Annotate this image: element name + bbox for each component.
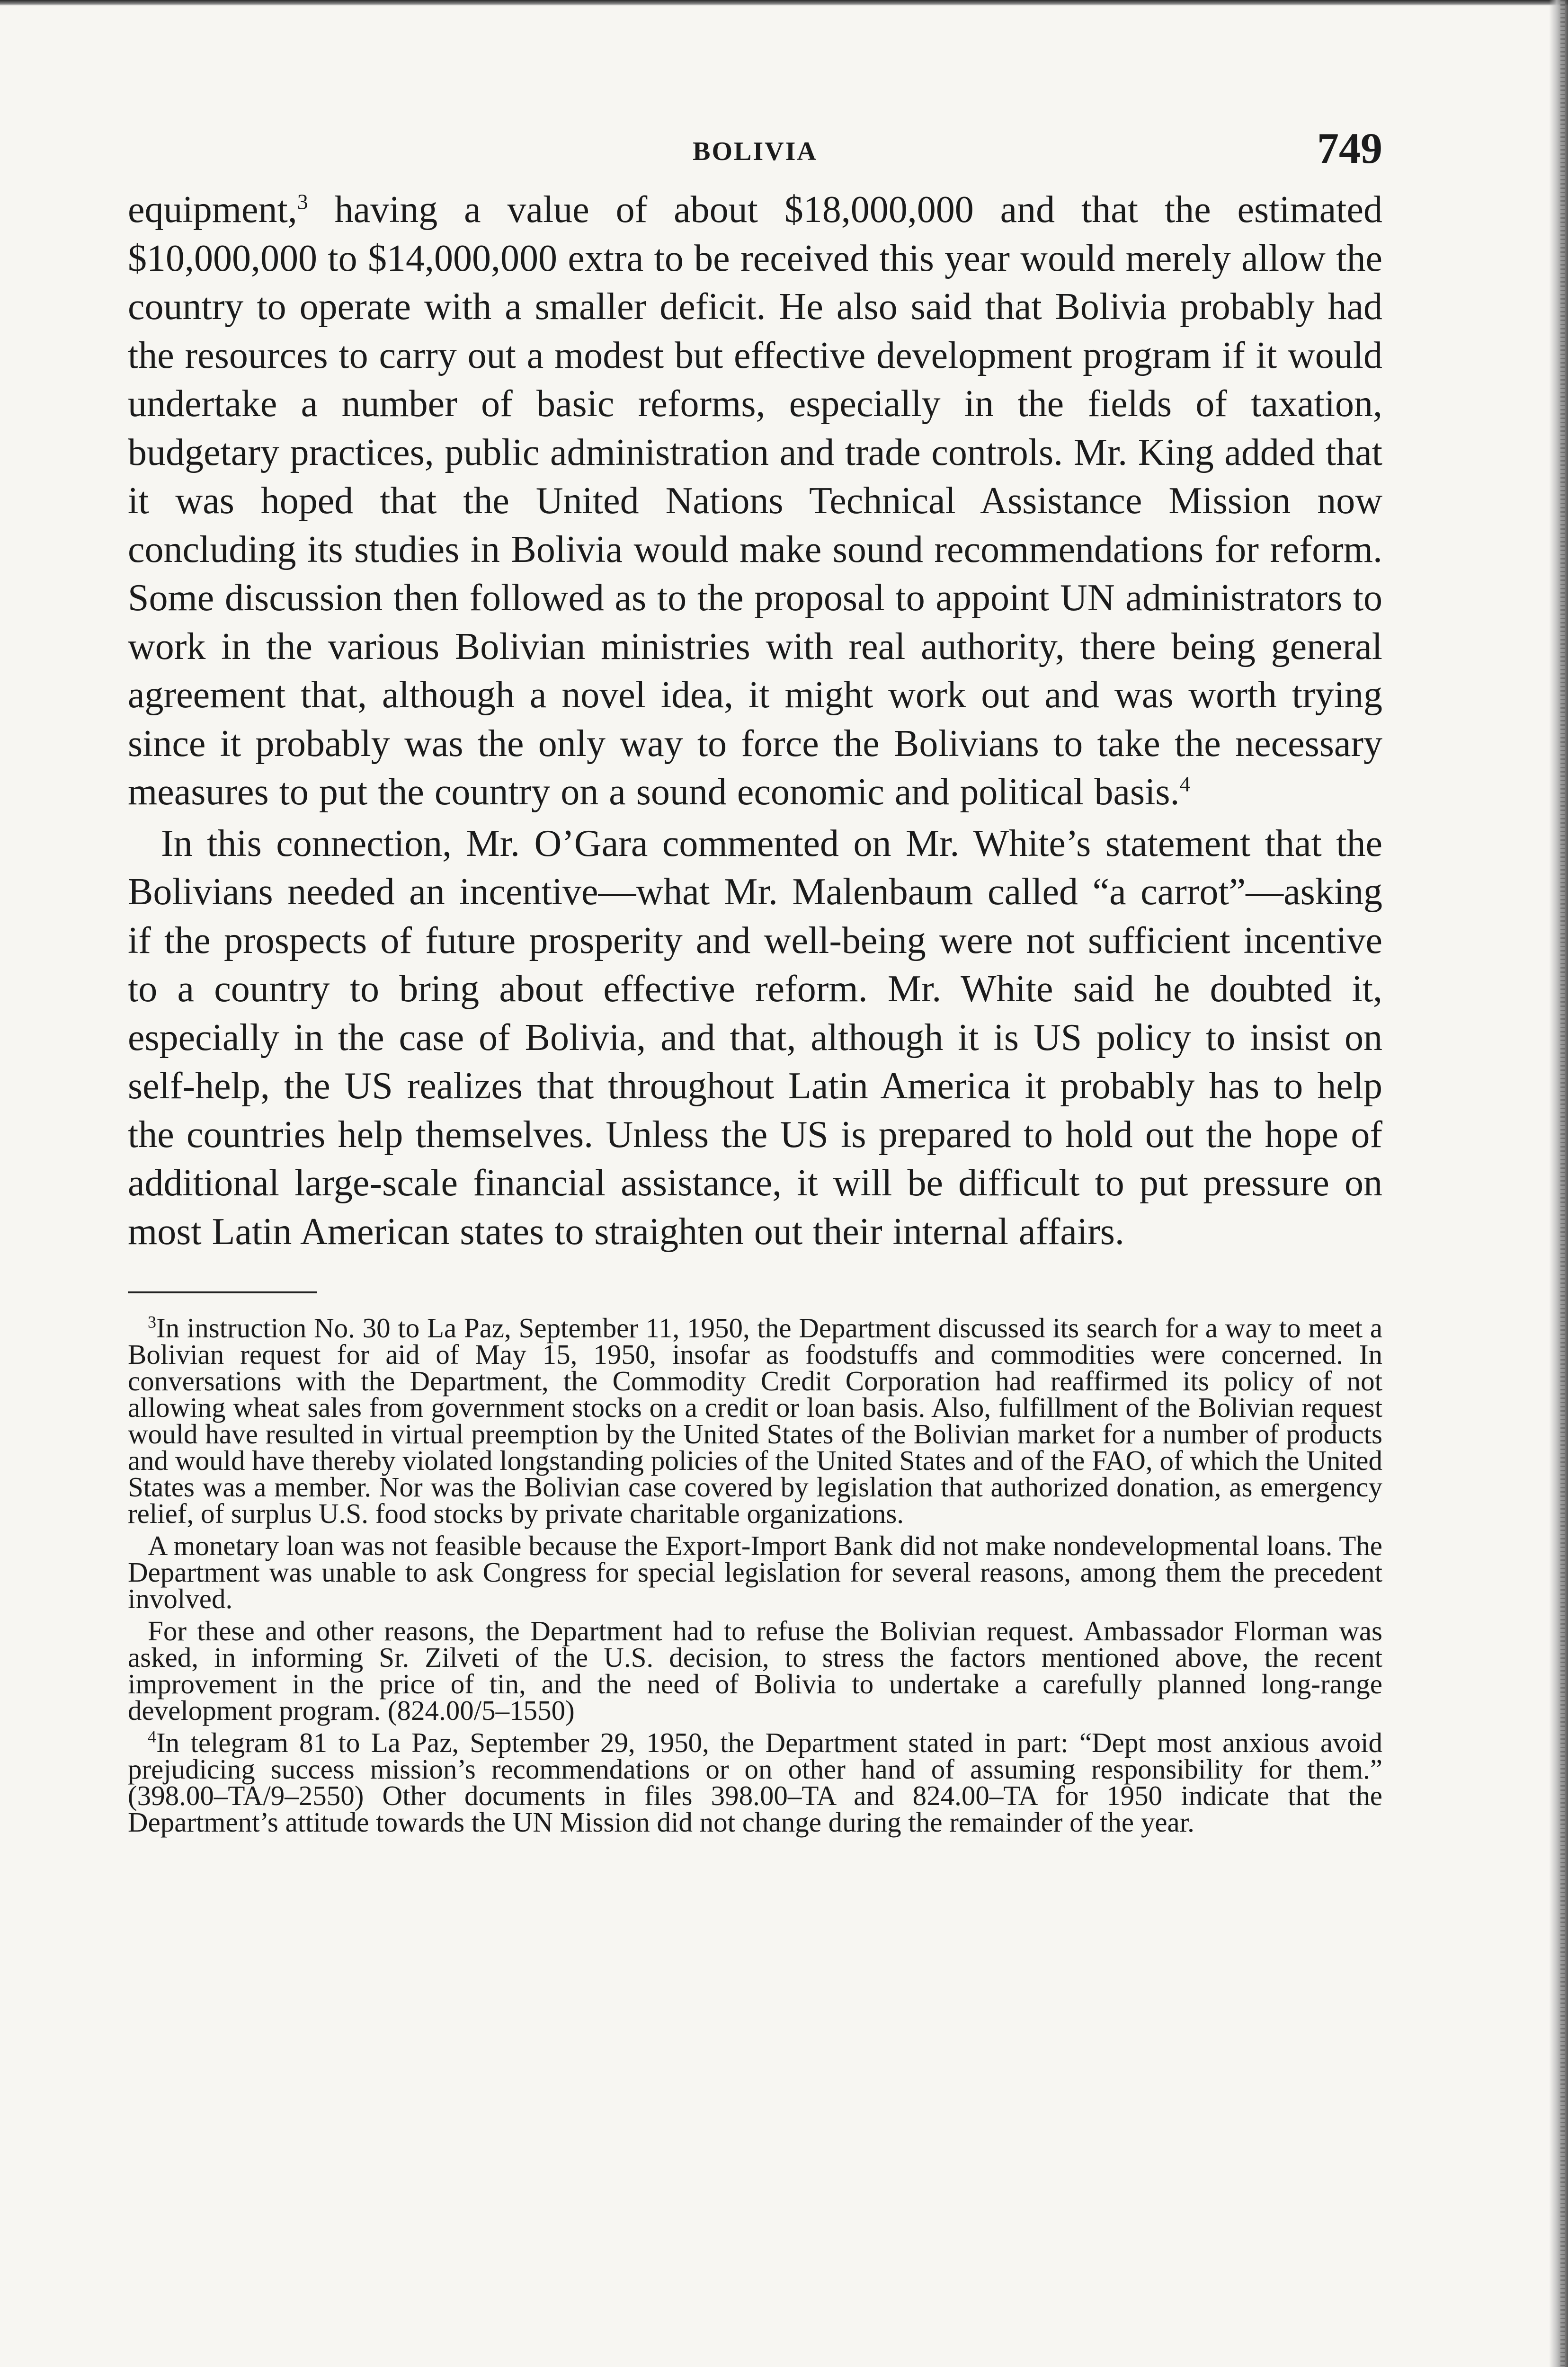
page-number: 749 [1317, 124, 1382, 172]
footnote-3-text: In instruction No. 30 to La Paz, September 11, 1950, the Department discussed its search for a way to meet a Bolivian request for aid of May 15, 1950, insofar as foodstuffs and commodities were concerned. In conversations with the Department, the Commodity Credit Corporation had reaffirmed its policy of not allowing wheat sales from government stocks on a credit or loan basis. Also, fulfillment of the Bolivian request would have resulted in virtual preemption by the United States of the Bolivian market for a number of products and would have thereby violated longstanding policies of the United States and of the FAO, of which the United States was a member. Nor was the Bolivian case covered by legislation that authorized donation, as emergency relief, of surplus U.S. food stocks by private charitable organizations. [128, 1312, 1382, 1529]
footnote-ref-4[interactable]: 4 [1179, 772, 1191, 796]
paragraph-1 [128, 186, 1382, 817]
paragraph-1-start: equipment, [128, 189, 297, 231]
scan-right-edge [1549, 0, 1568, 2367]
footnote-4-text: In telegram 81 to La Paz, September 29, 1950, the Department stated in part: “Dept most anxious avoid prejudicing success mission’s recommendations or on other hand of assuming responsibility for them.” (398.00–TA/9–2550) Other documents in files 398.00–TA and 824.00–TA for 1950 indicate that the Department’s attitude towards the UN Mission did not change during the remainder of the year. [128, 1727, 1382, 1838]
document-page [128, 123, 1382, 1838]
scan-top-edge [0, 0, 1568, 6]
footnote-3 [128, 1312, 1382, 1529]
footnote-4 [128, 1727, 1382, 1838]
footnote-3-para-3: For these and other reasons, the Department had to refuse the Bolivian request. Ambassador Florman was asked, in informing Sr. Zilveti of the U.S. decision, to stress the factors mentioned above, the recent improvement in the price of tin, and the need of Bolivia to undertake a carefully planned long-range development program. (824.00/5–1550) [128, 1615, 1382, 1726]
footnotes [128, 1312, 1382, 1838]
footnote-ref-3[interactable]: 3 [297, 189, 308, 214]
running-header-title: BOLIVIA [693, 137, 818, 166]
running-header [128, 123, 1382, 180]
footnote-divider [128, 1291, 317, 1293]
paragraph-2: In this connection, Mr. O’Gara commented on Mr. White’s statement that the Bolivians needed an incentive—what Mr. Malenbaum called “a carrot”—asking if the prospects of future prosperity and well-being were not sufficient incentive to a country to bring about effective reform. Mr. White said he doubted it, especially in the case of Bolivia, and that, although it is US policy to insist on self-help, the US realizes that throughout Latin America it probably has to help the countries help themselves. Unless the US is prepared to hold out the hope of additional large-scale financial assistance, it will be difficult to put pressure on most Latin American states to straighten out their internal affairs. [128, 822, 1382, 1253]
paragraph-1-text: having a value of about $18,000,000 and that the estimated $10,000,000 to $14,000,000 extra to be received this year would merely allow the country to operate with a smaller deficit. He also said that Bolivia probably had the resources to carry out a modest but effective development program if it would undertake a number of basic reforms, especially in the fields of taxation, budgetary practices, public administration and trade controls. Mr. King added that it was hoped that the United Nations Technical Assistance Mission now concluding its studies in Bolivia would make sound recommendations for reform. Some discussion then followed as to the proposal to appoint UN administrators to work in the various Bolivian ministries with real authority, there being general agreement that, although a novel idea, it might work out and was worth trying since it probably was the only way to force the Bolivians to take the necessary measures to put the country on a sound economic and political basis. [128, 189, 1382, 813]
scan-right-edge-texture [1560, 0, 1565, 2367]
footnote-4-mark: 4 [148, 1727, 156, 1746]
footnote-3-para-2: A monetary loan was not feasible because the Export-Import Bank did not make nondevelopmental loans. The Department was unable to ask Congress for special legislation for several reasons, among them the precedent involved. [128, 1530, 1382, 1614]
footnote-3-mark: 3 [148, 1312, 156, 1332]
body-text [128, 186, 1382, 1256]
